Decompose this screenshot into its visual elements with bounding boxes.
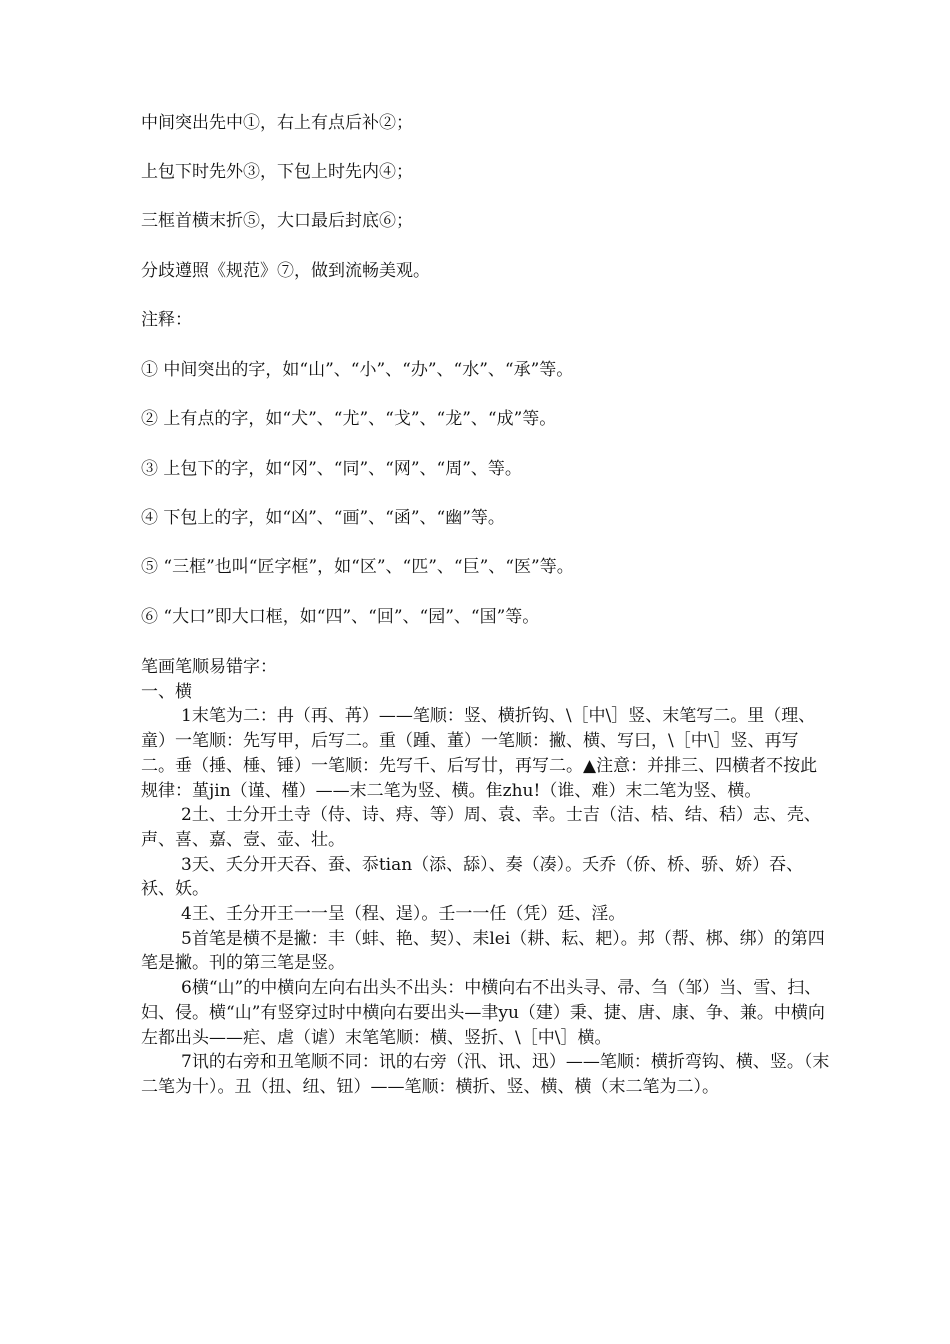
note-1: ① 中间突出的字，如“山”、“小”、“办”、“水”、“承”等。 xyxy=(141,360,574,380)
section-subtitle: 一、横 xyxy=(141,681,192,702)
verse-line-1: 中间突出先中①，右上有点后补②； xyxy=(141,113,413,133)
verse-line-4: 分歧遵照《规范》⑦，做到流畅美观。 xyxy=(141,261,430,281)
paragraph-7: 7讯的右旁和丑笔顺不同：讯的右旁（汛、讯、迅）——笔顺：横折弯钩、横、竖。（末二笔为十）。丑（扭、纽、钮）——笔顺：横折、竖、横、横（末二笔为二）。 xyxy=(141,1052,830,1097)
paragraph-5: 5首笔是横不是撇：丰（蚌、艳、契）、耒lei（耕、耘、耙）。邦（帮、梆、绑）的第四笔是撇。刊的第三笔是竖。 xyxy=(141,928,825,974)
notes-title: 注释： xyxy=(141,310,192,330)
paragraph-1: 1末笔为二：冉（再、苒）——笔顺：竖、横折钩、\［中\］竖、末笔写二。里（理、童）一笔顺：先写甲，后写二。重（踵、董）一笔顺：撇、横、写曰，\［中\］竖、再写二。垂（捶、棰、锤）一笔顺：先写千、后写廿，再写二。▲注意：并排三、四横者不按此规律：堇jin（谨、槿）——末二笔为竖、横。隹zhu!（谁、难）末二笔为竖、横。 xyxy=(141,706,818,801)
note-5: ⑤ “三框”也叫“匠字框”，如“区”、“匹”、“巨”、“医”等。 xyxy=(141,557,574,577)
stroke-order-section xyxy=(141,655,831,1100)
verse-line-2: 上包下时先外③，下包上时先内④； xyxy=(141,162,413,182)
note-3: ③ 上包下的字，如“冈”、“同”、“网”、“周”、等。 xyxy=(141,459,522,479)
paragraph-2: 2土、士分开土寺（侍、诗、痔、等）周、袁、幸。士吉（洁、桔、结、秸）志、壳、声、喜、嘉、壹、壶、壮。 xyxy=(141,805,821,850)
note-4: ④ 下包上的字，如“凶”、“画”、“函”、“幽”等。 xyxy=(141,508,505,528)
note-6: ⑥ “大口”即大口框，如“四”、“回”、“园”、“国”等。 xyxy=(141,607,540,627)
paragraph-6: 6横“山”的中横向左向右出头不出头：中横向右不出头寻、帚、刍（邹）当、雪、扫、妇、侵。横“山”有竖穿过时中横向右要出头—聿yu（建）秉、捷、唐、康、争、兼。中横向左都出头——疟、虐（谑）末笔笔顺：横、竖折、\［中\］横。 xyxy=(141,978,825,1048)
paragraph-3: 3天、夭分开天吞、蚕、忝tian（添、舔）、奏（凑）。夭乔（侨、桥、骄、娇）吞、袄、妖。 xyxy=(141,854,804,900)
section-title: 笔画笔顺易错字： xyxy=(141,657,277,677)
note-2: ② 上有点的字，如“犬”、“尤”、“戈”、“龙”、“成”等。 xyxy=(141,409,557,429)
paragraph-4: 4王、壬分开王一一呈（程、逞）。壬一一任（凭）廷、淫。 xyxy=(181,904,626,925)
verse-line-3: 三框首横末折⑤，大口最后封底⑥； xyxy=(141,211,413,231)
